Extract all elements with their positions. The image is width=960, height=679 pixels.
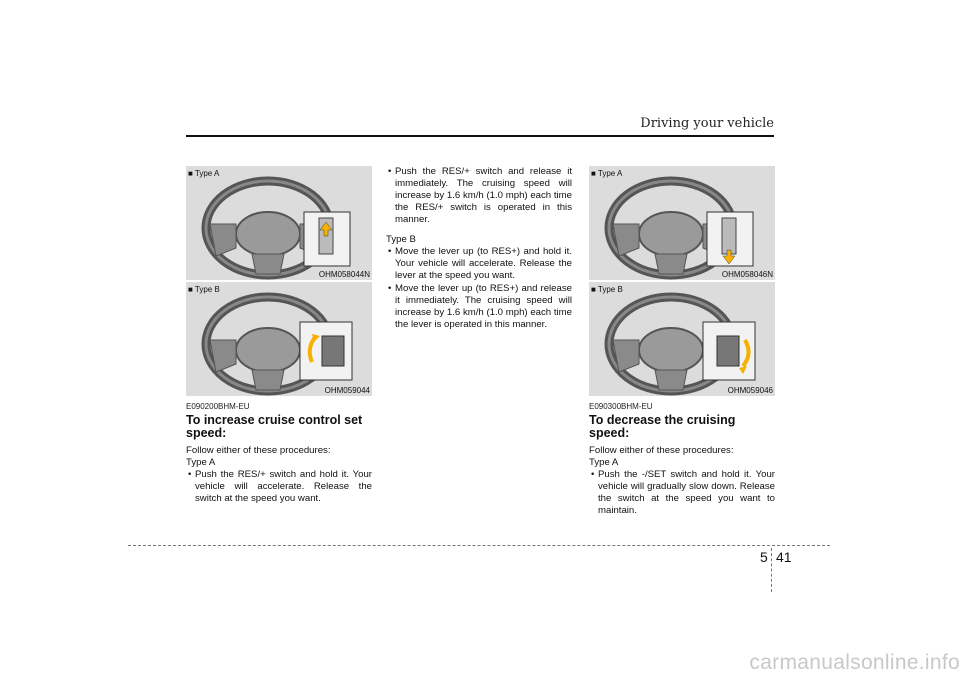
column-left (186, 166, 372, 506)
steering-wheel-illustration (186, 282, 372, 396)
figure-steering-type-a-increase (186, 166, 372, 280)
watermark: carmanualsonline.info (749, 651, 960, 674)
figure-code: OHM059046 (725, 386, 773, 395)
type-label: Type A (589, 457, 619, 468)
list-item: • Move the lever up (to RES+) and release it immediately. The cruising speed will increase by 1.6 km/h (1.0 mph) each time the lever is operated in this manner. (386, 283, 572, 331)
section-code: E090200BHM-EU (186, 402, 250, 411)
type-label: Type B (386, 234, 416, 245)
column-right (589, 166, 775, 518)
type-label: Type A (186, 457, 216, 468)
bullet-list (186, 469, 372, 505)
column-middle (386, 166, 572, 332)
figure-type-label: ■ Type A (591, 169, 625, 178)
section-heading: To decrease the cruising speed: (589, 413, 736, 440)
footer-rule (128, 545, 830, 546)
list-item: • Move the lever up (to RES+) and hold it. Your vehicle will accelerate. Release the lever at the speed you want. (386, 246, 572, 282)
chapter-number: 5 (760, 549, 768, 565)
bullet-list (386, 246, 572, 331)
section-heading: To increase cruise control set speed: (186, 413, 363, 440)
list-item: • Push the -/SET switch and hold it. Your vehicle will gradually slow down. Release the switch at the speed you want to maintain. (589, 469, 775, 517)
intro-text: Follow either of these procedures: (186, 445, 331, 456)
steering-wheel-illustration (589, 166, 775, 280)
figure-type-label: ■ Type B (188, 285, 223, 294)
page-number-divider (771, 548, 772, 592)
steering-wheel-illustration (186, 166, 372, 280)
steering-wheel-illustration (589, 282, 775, 396)
bullet-list (386, 166, 572, 226)
figure-steering-type-b-increase (186, 282, 372, 396)
figure-type-label: ■ Type A (188, 169, 222, 178)
list-item: • Push the RES/+ switch and release it immediately. The cruising speed will increase by 1.6 km/h (1.0 mph) each time the RES/+ switch is operated in this manner. (386, 166, 572, 226)
bullet-list (589, 469, 775, 517)
figure-type-label: ■ Type B (591, 285, 626, 294)
intro-text: Follow either of these procedures: (589, 445, 734, 456)
list-item: • Push the RES/+ switch and hold it. Your vehicle will accelerate. Release the switch at the speed you want. (186, 469, 372, 505)
figure-steering-type-a-decrease (589, 166, 775, 280)
figure-code: OHM058044N (316, 270, 370, 279)
section-code: E090300BHM-EU (589, 402, 653, 411)
figure-code: OHM059044 (322, 386, 370, 395)
page-header-title: Driving your vehicle (640, 116, 774, 131)
figure-steering-type-b-decrease (589, 282, 775, 396)
page-number: 41 (776, 549, 792, 565)
header-rule (186, 135, 774, 137)
figure-code: OHM058046N (719, 270, 773, 279)
